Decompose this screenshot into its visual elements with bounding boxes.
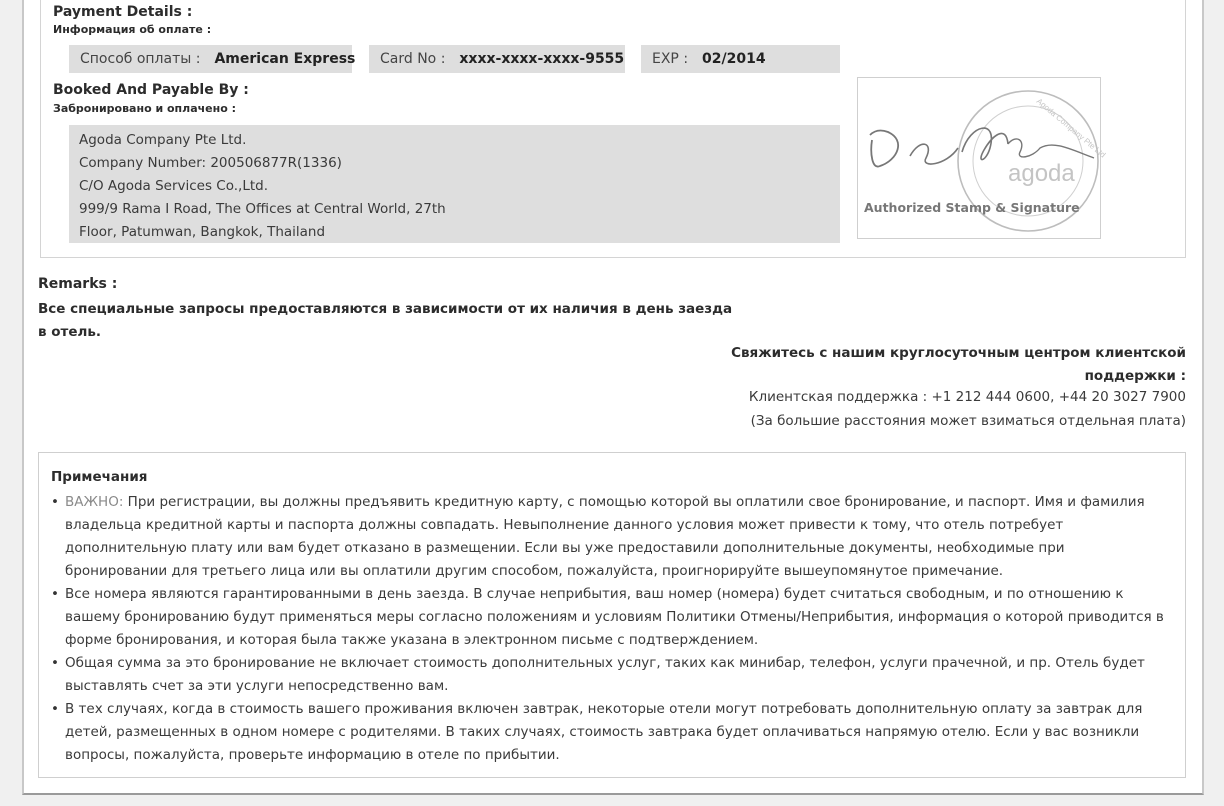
note-item-text: При регистрации, вы должны предъявить кредитную карту, с помощью которой вы оплатили свое бронирование, и паспорт. Имя и фамилия владельца кредитной карты и паспорта должны совпадать. Невыполнение данного условия может привести к тому, что отель потребует дополнительную плату или вам будет отказано в размещении. Если вы уже предоставили дополнительные документы, необходимые при бронировании для третьего лица или вы оплатили другим способом, пожалуйста, проигнорируйте вышеупомянутое примечание.: [65, 494, 1145, 579]
stamp-center-text: agoda: [1008, 160, 1075, 187]
payment-title-en: Payment Details :: [53, 4, 193, 20]
support-charge-note: (За большие расстояния может взиматься отдельная плата): [750, 413, 1186, 429]
bullet-icon: •: [51, 494, 59, 510]
note-item-text: Все номера являются гарантированными в день заезда. В случае неприбытия, ваш номер (номера) будет считаться свободным, и по отношению к вашему бронированию будут применяться меры согласно положениям и условиям Политики Отмены/Неприбытия, информация о которой приводится в форме бронирования, и которая была также указана в электронном письме с подтверждением.: [65, 586, 1164, 648]
note-item-important: [51, 491, 1171, 583]
note-item-text: В тех случаях, когда в стоимость вашего проживания включен завтрак, некоторые отели могут потребовать дополнительную оплату за завтрак для детей, размещенных в одном номере с родителями. В таких случаях, стоимость завтрака будет оплачиваться напрямую отелю. Если у вас возникли вопросы, пожалуйста, проверьте информацию в отеле по прибытии.: [65, 701, 1143, 763]
notes-section: [38, 452, 1186, 778]
payment-method-field: [69, 45, 356, 73]
booked-line-care-of: C/O Agoda Services Co.,Ltd.: [79, 178, 269, 194]
support-phone: Клиентская поддержка : +1 212 444 0600, +44 20 3027 7900: [748, 389, 1186, 405]
authorized-stamp-box: [857, 77, 1108, 239]
card-number-label: Card No :: [380, 51, 446, 67]
voucher-page: [22, 0, 1204, 795]
card-number-field: [369, 45, 625, 73]
bullet-icon: •: [51, 701, 59, 717]
card-number-value: xxxx-xxxx-xxxx-9555: [459, 51, 625, 67]
stamp-caption: Authorized Stamp & Signature: [864, 200, 1080, 215]
payment-method-label: Способ оплаты :: [80, 51, 201, 67]
expiry-label: EXP :: [652, 51, 689, 67]
booked-line-address-2: Floor, Patumwan, Bangkok, Thailand: [79, 224, 326, 240]
payment-section: [40, 0, 1186, 258]
note-item-guaranteed: [51, 583, 1171, 652]
remarks-title: Remarks :: [38, 276, 118, 292]
remarks-text: Все специальные запросы предоставляются в зависимости от их наличия в день заезда в отель.: [38, 301, 733, 340]
expiry-value: 02/2014: [702, 51, 766, 67]
note-item-text: Общая сумма за это бронирование не включает стоимость дополнительных услуг, таких как минибар, телефон, услуги прачечной, и пр. Отель будет выставлять счет за эти услуги непосредственно вам.: [65, 655, 1145, 694]
bullet-icon: •: [51, 655, 59, 671]
booked-by-details: [69, 125, 840, 243]
note-item-breakfast: [51, 698, 1171, 767]
booked-line-company: Agoda Company Pte Ltd.: [79, 132, 247, 148]
expiry-field: [641, 45, 840, 73]
payment-method-value: American Express: [214, 51, 356, 67]
booked-title-en: Booked And Payable By :: [53, 82, 249, 98]
booked-line-address-1: 999/9 Rama I Road, The Offices at Central World, 27th: [79, 201, 446, 217]
booked-line-number: Company Number: 200506877R(1336): [79, 155, 342, 171]
notes-title: Примечания: [51, 469, 148, 485]
note-item-extras: [51, 652, 1171, 698]
bullet-icon: •: [51, 586, 59, 602]
payment-title-ru: Информация об оплате :: [53, 23, 212, 36]
booked-title-ru: Забронировано и оплачено :: [53, 102, 237, 115]
support-title: Свяжитесь с нашим круглосуточным центром клиентской поддержки :: [731, 345, 1186, 384]
notes-list: [51, 491, 1171, 767]
important-label: ВАЖНО:: [65, 494, 124, 510]
stamp-ring-text: Agoda Company Pte Ltd: [1034, 96, 1108, 160]
